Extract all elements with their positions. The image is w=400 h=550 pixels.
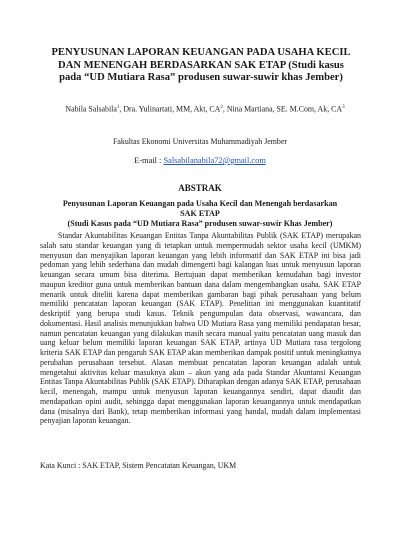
author-list: Nabila Salsabila$^1$, Dra. Yulinartati, MM, Akt, $CA^2$, Nina Martiana, SE. M.Com, Ak, $CA^3$ [65, 104, 345, 114]
email-link[interactable]: Salsabilanabila72@gmail.com [163, 156, 266, 165]
author-name: Nabila Salsabila [65, 104, 117, 114]
author-name: Dra. Yulinartati, MM, Akt, CA [123, 104, 221, 114]
abstract-subtitle: (Studi Kasus pada “UD Mutiara Rasa” produsen suwar-suwir Khas Jember) [67, 219, 333, 228]
author-affiliation-mark: 1 [116, 105, 120, 110]
email-label: E-mail : [134, 156, 162, 165]
abstract-title: Penyusunan Laporan Keuangan pada Usaha Kecil dan Menengah berdasarkan SAK ETAP [62, 199, 338, 218]
keywords: Kata Kunci : SAK ETAP, Sistem Pencatatan Keuangan, UKM [40, 461, 237, 470]
affiliation: Fakultas Ekonomi Universitas Muhammadiyah Jember [112, 137, 287, 146]
author-name: Nina Martiana, SE. M.Com, Ak, CA [226, 104, 343, 114]
paper-title: PENYUSUNAN LAPORAN KEUANGAN PADA USAHA KECIL DAN MENENGAH BERDASARKAN SAK ETAP (Studi kasus pada “UD Mutiara Rasa” produsen suwar-suwir khas Jember) [51, 47, 351, 84]
abstract-heading: ABSTRAK [178, 183, 222, 193]
author-affiliation-mark: 3 [342, 105, 345, 110]
abstract-body: Standar Akuntabilitas Keuangan Entitas Tanpa Akuntabilitas Publik (SAK ETAP) merupakan salah satu standar keuangan yang di tetapkan untuk mempermudah sektor usaha kecil (UMKM) menyusun dan menyajikan laporan keuangan yang lebih informatif dan SAK ETAP ini bisa jadi pedoman yang lebih sederhana dan mudah dimengerti bagi kalangan luas untuk menyusun laporan keuangan secara umum bisa diterima. Bertujuan dapat memberikan kemudahan bagi investor maupun kreditor guna untuk memberikan bantuan dana dalam mengembangkan usaha. SAK ETAP menarik untuk diteliti karena dapat memberikan gambaran bagi pihak perusahaan yang belum memiliki pencatatan laporan keuangan (SAK ETAP). Penelitian ini menggunakan kuantitatif deskriptif yang berupa studi kasus. Teknik pengumpulan data observasi, wawancara, dan dokumentasi. Hasil analisis menunjukkan bahwa UD Mutiara Rasa yang memiliki pendapatan besar, namun pencatatan keuangan yang dilakukan masih secara manual yaitu pencatatan uang masuk dan uang keluar belum memiliki laporan keuangan SAK ETAP, artinya UD Mutiara rasa tergolong kriteria SAK ETAP dan pengaruh SAK ETAP akan memberikan dampak positif untuk meningkatnya perubahan perusahaan tersebut. Alasan membuat pencatatan laporan keuangan adalah untuk mengetahui aktivitas keluar masuknya akun – akun yang ada pada Standar Akuntansi Keuangan Entitas Tanpa Akuntabilitas Publik (SAK ETAP). Diharapkan dengan adanya SAK ETAP, perusahaan kecil, menengah, mampu untuk menyusun laporan keuangannya sendiri, dapat diaudit dan mendapatkan opini audit, sehingga dapat menggunakan laporan keuangannya untuk mendapatkan dana (misalnya dari Bank), tetap memberikan informasi yang handal, mudah dalam implementasi penyajian laporan keuangan. [40, 231, 361, 426]
author-affiliation-mark: 2 [220, 105, 223, 110]
email-line [40, 155, 360, 166]
